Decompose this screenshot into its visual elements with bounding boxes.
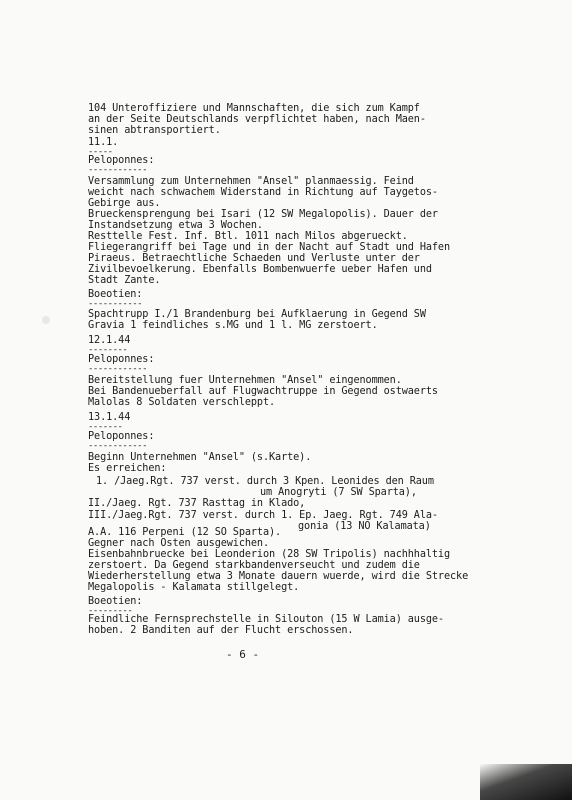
region-heading: Boeotien: [88,289,143,300]
text-line: weicht nach schwachem Widerstand in Richtung auf Taygetos- [88,187,438,198]
text-line: um Anogryti (7 SW Sparta), [260,487,417,498]
text-line: an der Seite Deutschlands verpflichtet haben, nach Maen- [88,114,426,125]
text-line: Piraeus. Betraechtliche Schaeden und Verluste unter der [88,253,420,264]
text-line: II./Jaeg. Rgt. 737 Rasttag in Klado, [88,498,306,509]
text-line: hoben. 2 Banditen auf der Flucht erschossen. [88,625,354,636]
text-line: Gegner nach Osten ausgewichen. [88,538,270,549]
heading-underline: -------- [88,345,128,355]
text-line: Zivilbevoelkerung. Ebenfalls Bombenwuerfe ueber Hafen und [88,264,432,275]
heading-underline: ------------ [88,441,148,451]
text-line: Versammlung zum Unternehmen "Ansel" planmaessig. Feind [88,176,414,187]
text-line: Bei Bandenueberfall auf Flugwachtruppe in Gegend ostwaerts [88,386,438,397]
text-line: Beginn Unternehmen "Ansel" (s.Karte). [88,452,312,463]
date-heading: 12.1.44 [88,335,131,346]
text-line: 104 Unteroffiziere und Mannschaften, die sich zum Kampf [88,103,420,114]
page-number: - 6 - [226,648,260,661]
text-line: Megalopolis - Kalamata stillgelegt. [88,582,300,593]
text-line: Es erreichen: [88,463,167,474]
heading-underline: --------- [88,606,133,616]
date-heading: 11.1. [88,137,119,148]
text-line: sinen abtransportiert. [88,125,221,136]
region-heading: Peloponnes: [88,354,155,365]
text-line: Spachtrupp I./1 Brandenburg bei Aufklaerung in Gegend SW [88,309,426,320]
text-line: Bereitstellung fuer Unternehmen "Ansel" eingenommen. [88,375,402,386]
heading-underline: ------------ [88,364,148,374]
text-line: Eisenbahnbruecke bei Leonderion (28 SW Tripolis) nachhhaltig [88,549,451,560]
text-line: gonia (13 NO Kalamata) [298,521,431,532]
heading-underline: ------------ [88,165,148,175]
punch-hole [42,316,50,324]
text-line: Malolas 8 Soldaten verschleppt. [88,397,276,408]
text-line: Resttelle Fest. Inf. Btl. 1011 nach Milos abgerueckt. [88,231,408,242]
heading-underline: ----------- [88,299,143,309]
text-line: III./Jaeg.Rgt. 737 verst. durch 1. Ep. Jaeg. Rgt. 749 Ala- [88,510,438,521]
text-line: Gravia 1 feindliches s.MG und 1 l. MG zerstoert. [88,320,378,331]
text-line: Stadt Zante. [88,275,161,286]
text-line: Wiederherstellung etwa 3 Monate dauern wuerde, wird die Strecke [88,571,469,582]
text-line: Gebirge aus. [88,198,161,209]
heading-underline: ------- [88,422,123,432]
region-heading: Boeotien: [88,596,143,607]
date-heading: 13.1.44 [88,412,131,423]
text-line: 1. /Jaeg.Rgt. 737 verst. durch 3 Kpen. Leonides den Raum [96,476,434,487]
region-heading: Peloponnes: [88,431,155,442]
text-line: zerstoert. Da Gegend starkbandenverseucht und zudem die [88,560,420,571]
heading-underline: ----- [88,147,113,157]
scan-shadow [480,764,572,800]
text-line: Instandsetzung etwa 3 Wochen. [88,220,263,231]
text-line: A.A. 116 Perpeni (12 SO Sparta). [88,527,282,538]
text-line: Fliegerangriff bei Tage und in der Nacht auf Stadt und Hafen [88,242,451,253]
region-heading: Peloponnes: [88,155,155,166]
text-line: Brueckensprengung bei Isari (12 SW Megalopolis). Dauer der [88,209,438,220]
text-line: Feindliche Fernsprechstelle in Silouton (15 W Lamia) ausge- [88,614,444,625]
